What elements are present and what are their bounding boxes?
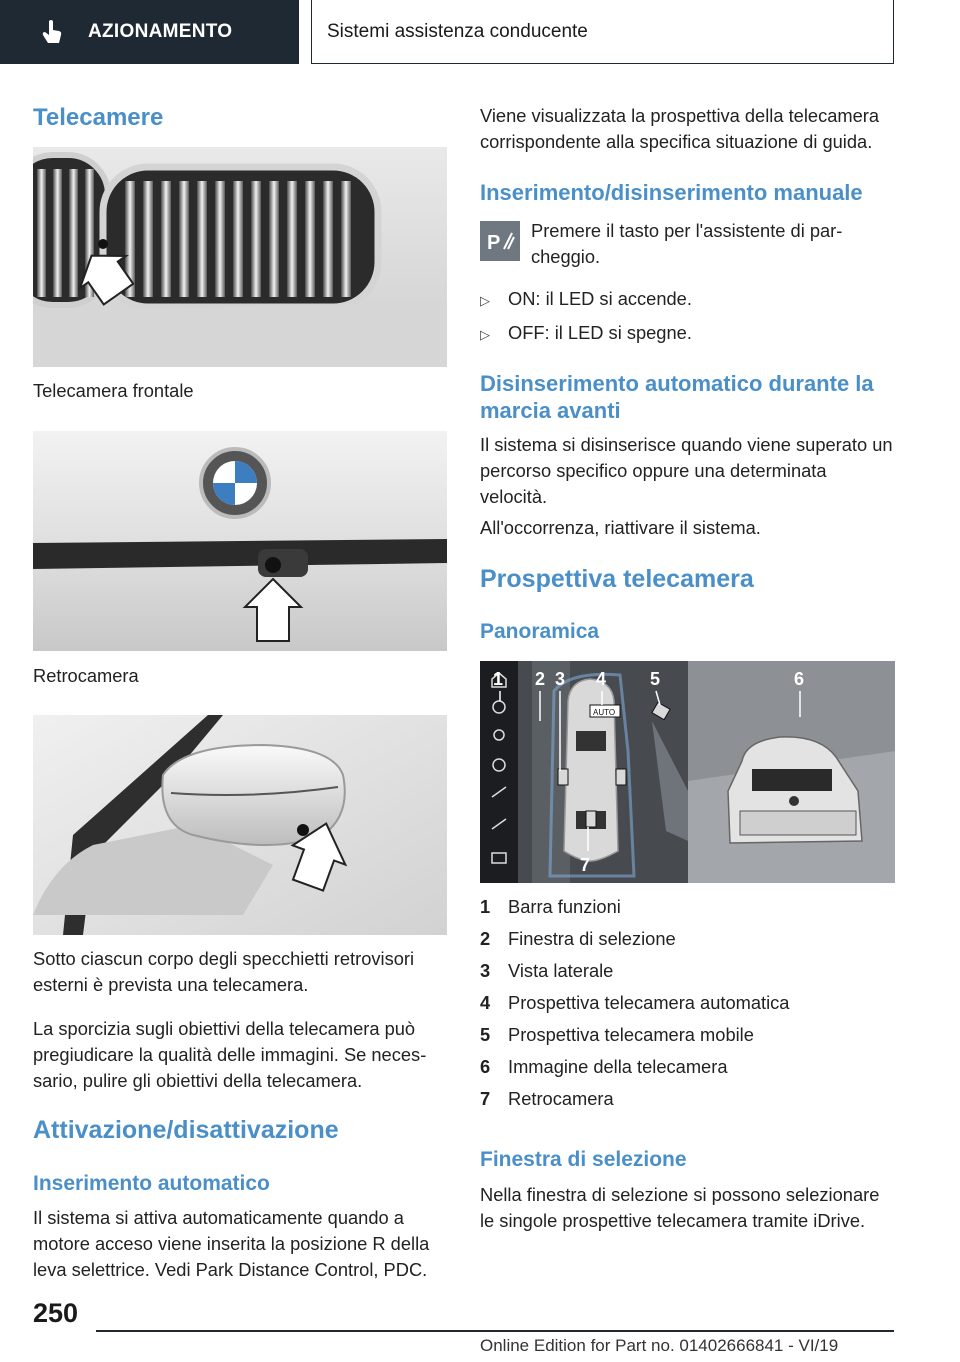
legend-text: Immagine della telecamera	[508, 1056, 728, 1077]
title-auto-deactivation: Disinserimento automatico durante la marcia avanti	[480, 371, 874, 423]
legend-number: 4	[480, 992, 491, 1013]
legend-text: Finestra di selezione	[508, 928, 676, 949]
paragraph-selection-window: Nella finestra di selezione si possono selezionare le singole prospettive telecamera tramite iDrive.	[480, 1184, 880, 1231]
legend-item	[480, 1051, 895, 1083]
svg-text:P: P	[487, 232, 501, 254]
header-chapter-title: Sistemi assistenza conducente	[327, 20, 588, 42]
parking-assistant-button-icon	[480, 221, 520, 261]
callout-number: 4	[596, 669, 607, 689]
legend-number: 6	[480, 1056, 491, 1077]
legend-text: Retrocamera	[508, 1088, 614, 1109]
paragraph-view-shown: Viene visualizzata la prospettiva della telecamera corrispondente alla specifica situazione di guida.	[480, 105, 880, 152]
title-auto-activation: Inserimento automatico	[33, 1172, 270, 1195]
paragraph-reactivate: All'occorrenza, riattivare il sistema.	[480, 517, 761, 538]
paragraph-dirt-warning: La sporcizia sugli obiettivi della telecamera può pregiudicare la qualità delle immagini. Se necessario, pulire gli obiettivi della telecamera.	[33, 1018, 427, 1091]
mirror-camera-illustration	[33, 715, 447, 935]
camera-screen-illustration	[480, 661, 895, 883]
legend-number: 7	[480, 1088, 491, 1109]
title-manual-toggle: Inserimento/disinserimento manuale	[480, 180, 863, 205]
header-section-title: AZIONAMENTO	[88, 21, 233, 42]
callout-number: 3	[555, 669, 566, 689]
legend-number: 3	[480, 960, 491, 981]
callout-number: 7	[580, 855, 591, 875]
bullet-text: OFF: il LED si spegne.	[508, 322, 692, 343]
triangle-bullet-icon: ▷	[480, 293, 490, 308]
title-selection-window: Finestra di selezione	[480, 1148, 687, 1171]
legend-item	[480, 955, 895, 987]
footer-divider	[96, 1330, 894, 1332]
footer-edition: Online Edition for Part no. 01402666841 - VI/19	[480, 1336, 839, 1355]
legend-item	[480, 987, 895, 1019]
title-activation: Attivazione/disattivazione	[33, 1116, 339, 1144]
legend-list	[480, 891, 895, 1115]
front-grille-illustration	[33, 147, 447, 367]
caption-front-camera: Telecamera frontale	[33, 380, 194, 401]
legend-number: 2	[480, 928, 491, 949]
hand-pointer-icon	[40, 19, 64, 45]
auto-label: AUTO	[593, 708, 616, 717]
rear-camera-illustration	[33, 431, 447, 651]
header-section-tab	[0, 0, 299, 64]
photo-mirror-camera	[33, 715, 447, 935]
legend-text: Vista laterale	[508, 960, 614, 981]
legend-item	[480, 1083, 895, 1115]
callout-number: 2	[535, 669, 546, 689]
paragraph-auto-activation: Il sistema si attiva automaticamente quando a motore acceso viene inserita la posizione R della leva selettrice. Vedi Park Distance Control, PDC.	[33, 1207, 430, 1280]
photo-rear-camera	[33, 431, 447, 651]
callout-number: 6	[794, 669, 805, 689]
page-number: 250	[33, 1298, 79, 1328]
paragraph-press-button: Premere il tasto per l'assistente di parcheggio.	[531, 220, 843, 267]
title-overview: Panoramica	[480, 620, 600, 643]
header-chapter-tab	[311, 0, 894, 64]
legend-item	[480, 923, 895, 955]
bullet-on	[480, 288, 692, 310]
callout-number: 5	[650, 669, 661, 689]
callout-number: 1	[493, 669, 504, 689]
title-camera-perspective: Prospettiva telecamera	[480, 565, 754, 593]
legend-item	[480, 891, 895, 923]
title-cameras: Telecamere	[33, 104, 164, 131]
paragraph-mirror-camera: Sotto ciascun corpo degli specchietti retrovisori esterni è prevista una telecamera.	[33, 948, 415, 995]
caption-rear-camera: Retrocamera	[33, 665, 139, 686]
camera-screen-overview	[480, 661, 895, 883]
triangle-bullet-icon: ▷	[480, 327, 490, 342]
legend-number: 1	[480, 896, 491, 917]
legend-item	[480, 1019, 895, 1051]
legend-text: Prospettiva telecamera mobile	[508, 1024, 754, 1045]
legend-text: Barra funzioni	[508, 896, 621, 917]
legend-number: 5	[480, 1024, 491, 1045]
paragraph-auto-deactivation: Il sistema si disinserisce quando viene superato un percorso specifico oppure una determinata velocità.	[480, 434, 893, 507]
legend-text: Prospettiva telecamera automatica	[508, 992, 790, 1013]
photo-front-camera	[33, 147, 447, 367]
bullet-off	[480, 322, 692, 344]
bullet-text: ON: il LED si accende.	[508, 288, 692, 309]
